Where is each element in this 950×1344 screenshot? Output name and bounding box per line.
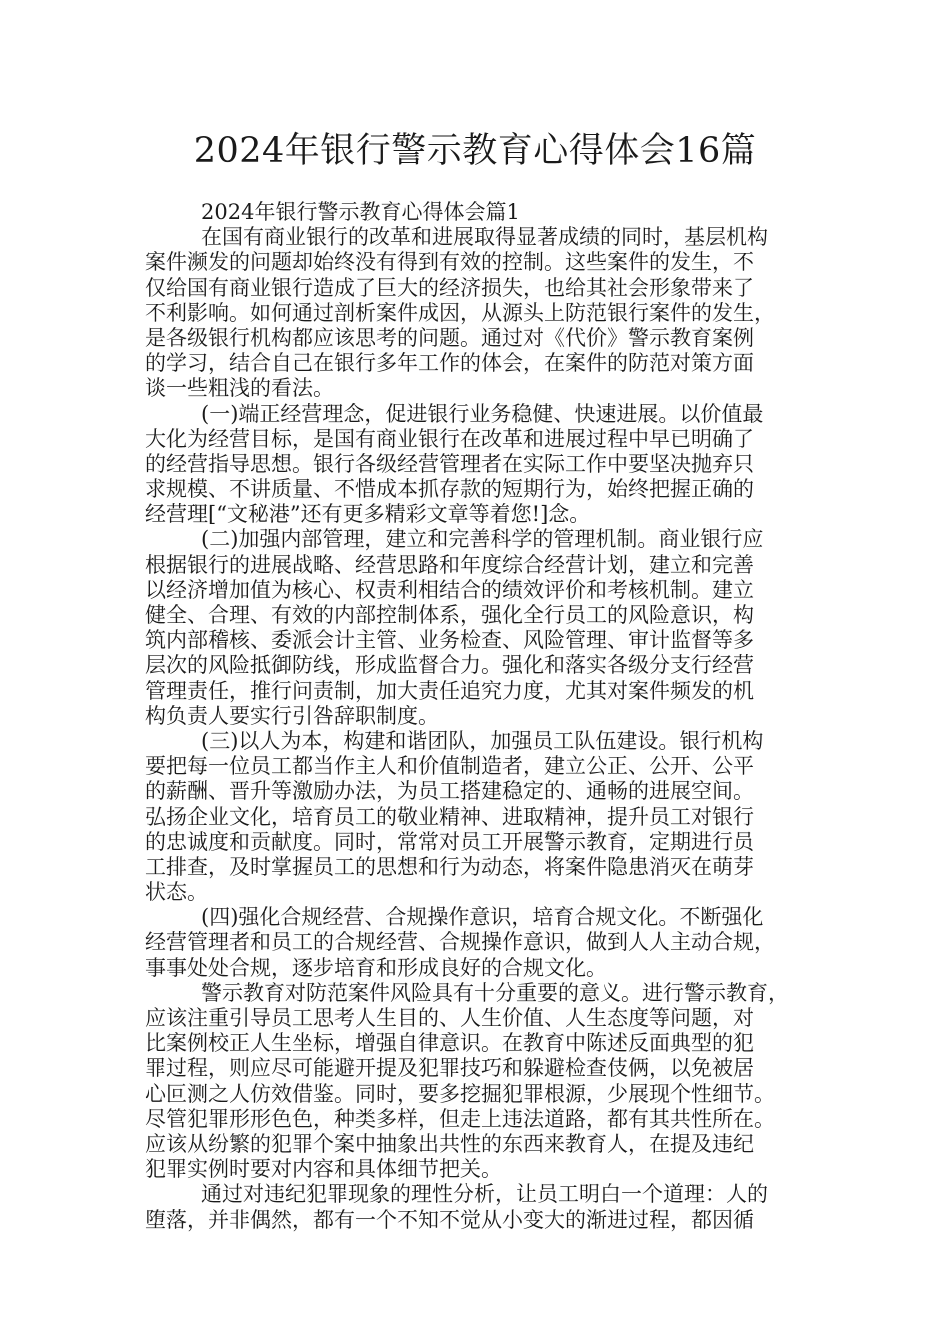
text-line: 比案例校正人生坐标，增强自律意识。在教育中陈述反面典型的犯 bbox=[145, 1031, 754, 1056]
text-line: 弘扬企业文化，培育员工的敬业精神、进取精神，提升员工对银行 bbox=[145, 804, 754, 829]
text-line: 谈一些粗浅的看法。 bbox=[145, 376, 334, 401]
text-line: 是各级银行机构都应该思考的问题。通过对《代价》警示教育案例 bbox=[145, 325, 754, 350]
text-line: 在国有商业银行的改革和进展取得显著成绩的同时，基层机构 bbox=[201, 225, 768, 250]
text-line: 的薪酬、晋升等激励办法，为员工搭建稳定的、通畅的进展空间。 bbox=[145, 779, 754, 804]
text-line: 心叵测之人仿效借鉴。同时，要多挖掘犯罪根源，少展现个性细节。 bbox=[145, 1081, 775, 1106]
text-line: (一)端正经营理念，促进银行业务稳健、快速进展。以价值最 bbox=[201, 401, 764, 426]
text-line: 经营管理者和员工的合规经营、合规操作意识，做到人人主动合规， bbox=[145, 930, 775, 955]
text-line: 以经济增加值为核心、权责利相结合的绩效评价和考核机制。建立 bbox=[145, 577, 754, 602]
text-line: 层次的风险抵御防线，形成监督合力。强化和落实各级分支行经营 bbox=[145, 653, 754, 678]
text-line: 大化为经营目标，是国有商业银行在改革和进展过程中早已明确了 bbox=[145, 426, 754, 451]
text-line: 尽管犯罪形形色色，种类多样，但走上违法道路，都有其共性所在。 bbox=[145, 1106, 775, 1131]
text-line: 警示教育对防范案件风险具有十分重要的意义。进行警示教育， bbox=[201, 980, 789, 1005]
text-line: 工排查，及时掌握员工的思想和行为动态，将案件隐患消灭在萌芽 bbox=[145, 854, 754, 879]
text-line: 应该从纷繁的犯罪个案中抽象出共性的东西来教育人，在提及违纪 bbox=[145, 1131, 754, 1156]
text-line: 求规模、不讲质量、不惜成本抓存款的短期行为，始终把握正确的 bbox=[145, 477, 754, 502]
text-line: 仅给国有商业银行造成了巨大的经济损失，也给其社会形象带来了 bbox=[145, 275, 754, 300]
text-line: 罪过程，则应尽可能避开提及犯罪技巧和躲避检查伎俩，以免被居 bbox=[145, 1056, 754, 1081]
text-line: 不利影响。如何通过剖析案件成因，从源头上防范银行案件的发生， bbox=[145, 300, 775, 325]
text-line: 应该注重引导员工思考人生目的、人生价值、人生态度等问题，对 bbox=[145, 1006, 754, 1030]
text-line: 犯罪实例时要对内容和具体细节把关。 bbox=[145, 1157, 502, 1182]
text-line: 构负责人要实行引咎辞职制度。 bbox=[145, 703, 439, 728]
text-line: 健全、合理、有效的内部控制体系，强化全行员工的风险意识，构 bbox=[145, 603, 754, 627]
text-line: 根据银行的进展战略、经营思路和年度综合经营计划，建立和完善 bbox=[145, 552, 754, 577]
text-line: 的经营指导思想。银行各级经营管理者在实际工作中要坚决抛弃只 bbox=[145, 451, 754, 476]
text-line: 的学习，结合自己在银行多年工作的体会，在案件的防范对策方面 bbox=[145, 351, 754, 376]
text-line: 堕落，并非偶然，都有一个不知不觉从小变大的渐进过程，都因循 bbox=[145, 1207, 754, 1232]
text-line: 管理责任，推行问责制，加大责任追究力度，尤其对案件频发的机 bbox=[145, 678, 754, 703]
text-line: (三)以人为本，构建和谐团队，加强员工队伍建设。银行机构 bbox=[201, 728, 764, 753]
text-line: 状态。 bbox=[145, 880, 208, 905]
document-body bbox=[145, 200, 815, 1233]
text-line: 的忠诚度和贡献度。同时，常常对员工开展警示教育，定期进行员 bbox=[145, 829, 754, 854]
text-line: (二)加强内部管理，建立和完善科学的管理机制。商业银行应 bbox=[201, 527, 764, 552]
text-line: (四)强化合规经营、合规操作意识，培育合规文化。不断强化 bbox=[201, 905, 764, 930]
text-line: 要把每一位员工都当作主人和价值制造者，建立公正、公开、公平 bbox=[145, 754, 754, 779]
text-line: 经营理[“文秘港”还有更多精彩文章等着您!]念。 bbox=[145, 502, 591, 527]
text-line: 通过对违纪犯罪现象的理性分析，让员工明白一个道理：人的 bbox=[201, 1182, 768, 1207]
text-line: 2024年银行警示教育心得体会篇1 bbox=[201, 200, 520, 224]
text-line: 筑内部稽核、委派会计主管、业务检查、风险管理、审计监督等多 bbox=[145, 628, 754, 653]
document-title: 2024年银行警示教育心得体会16篇 bbox=[193, 131, 757, 171]
text-line: 案件濒发的问题却始终没有得到有效的控制。这些案件的发生，不 bbox=[145, 250, 754, 275]
text-line: 事事处处合规，逐步培育和形成良好的合规文化。 bbox=[145, 955, 607, 980]
